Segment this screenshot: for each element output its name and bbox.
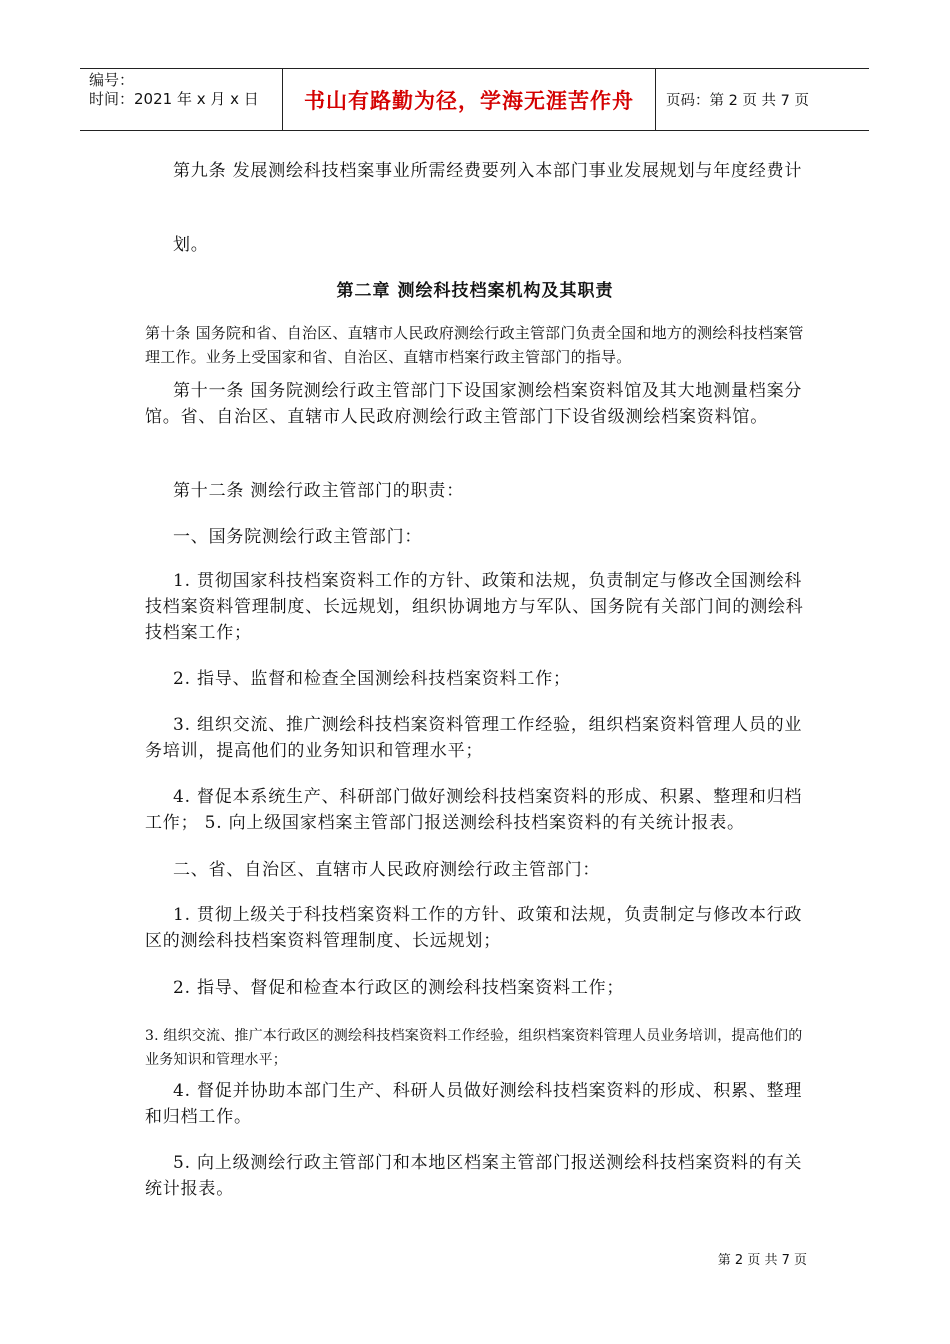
chapter-heading: 第二章 测绘科技档案机构及其职责	[336, 281, 614, 301]
document-number-label: 编号：	[89, 71, 135, 89]
article-9: 第九条 发展测绘科技档案事业所需经费要列入本部门事业发展规划与年度经费计	[173, 161, 803, 181]
header-motto: 书山有路勤为径，学海无涯苦作舟	[283, 69, 656, 130]
section-1-item-2: 2. 指导、监督和检查全国测绘科技档案资料工作；	[173, 669, 571, 689]
article-10: 第十条 国务院和省、自治区、直辖市人民政府测绘行政主管部门负责全国和地方的测绘科技档案管理工作。业务上受国家和省、自治区、直辖市档案行政主管部门的指导。	[145, 324, 804, 366]
section-2-item-3: 3. 组织交流、推广本行政区的测绘科技档案资料工作经验，组织档案资料管理人员业务培训，提高他们的业务知识和管理水平；	[145, 1028, 803, 1068]
section-1-item-1: 1. 贯彻国家科技档案资料工作的方针、政策和法规，负责制定与修改全国测绘科技档案资料管理制度、长远规划，组织协调地方与军队、国务院有关部门间的测绘科技档案工作；	[145, 571, 804, 643]
section-2-item-1: 1. 贯彻上级关于科技档案资料工作的方针、政策和法规，负责制定与修改本行政区的测绘科技档案资料管理制度、长远规划；	[145, 905, 803, 951]
article-11: 第十一条 国务院测绘行政主管部门下设国家测绘档案资料馆及其大地测量档案分馆。省、自治区、直辖市人民政府测绘行政主管部门下设省级测绘档案资料馆。	[145, 381, 803, 427]
article-12: 第十二条 测绘行政主管部门的职责：	[173, 481, 465, 501]
document-time-label: 时间：2021 年 x 月 x 日	[89, 90, 259, 108]
header-meta	[80, 69, 283, 130]
section-2-item-4: 4. 督促并协助本部门生产、科研人员做好测绘科技档案资料的形成、积累、整理和归档工作。	[145, 1081, 803, 1127]
section-1-heading: 一、国务院测绘行政主管部门：	[173, 527, 423, 547]
section-1-item-3: 3. 组织交流、推广测绘科技档案资料管理工作经验，组织档案资料管理人员的业务培训，提高他们的业务知识和管理水平；	[145, 715, 803, 761]
section-2-item-2: 2. 指导、督促和检查本行政区的测绘科技档案资料工作；	[173, 978, 625, 998]
section-1-items-4-5: 4. 督促本系统生产、科研部门做好测绘科技档案资料的形成、积累、整理和归档工作； 5. 向上级国家档案主管部门报送测绘科技档案资料的有关统计报表。	[145, 787, 803, 833]
header-page-info: 页码：第 2 页 共 7 页	[666, 93, 809, 109]
page-footer: 第 2 页 共 7 页	[717, 1253, 807, 1268]
section-2-item-5: 5. 向上级测绘行政主管部门和本地区档案主管部门报送测绘科技档案资料的有关统计报表。	[145, 1153, 803, 1199]
page-header	[80, 68, 869, 131]
article-9-continuation: 划。	[173, 235, 209, 255]
section-2-heading: 二、省、自治区、直辖市人民政府测绘行政主管部门：	[173, 860, 601, 880]
